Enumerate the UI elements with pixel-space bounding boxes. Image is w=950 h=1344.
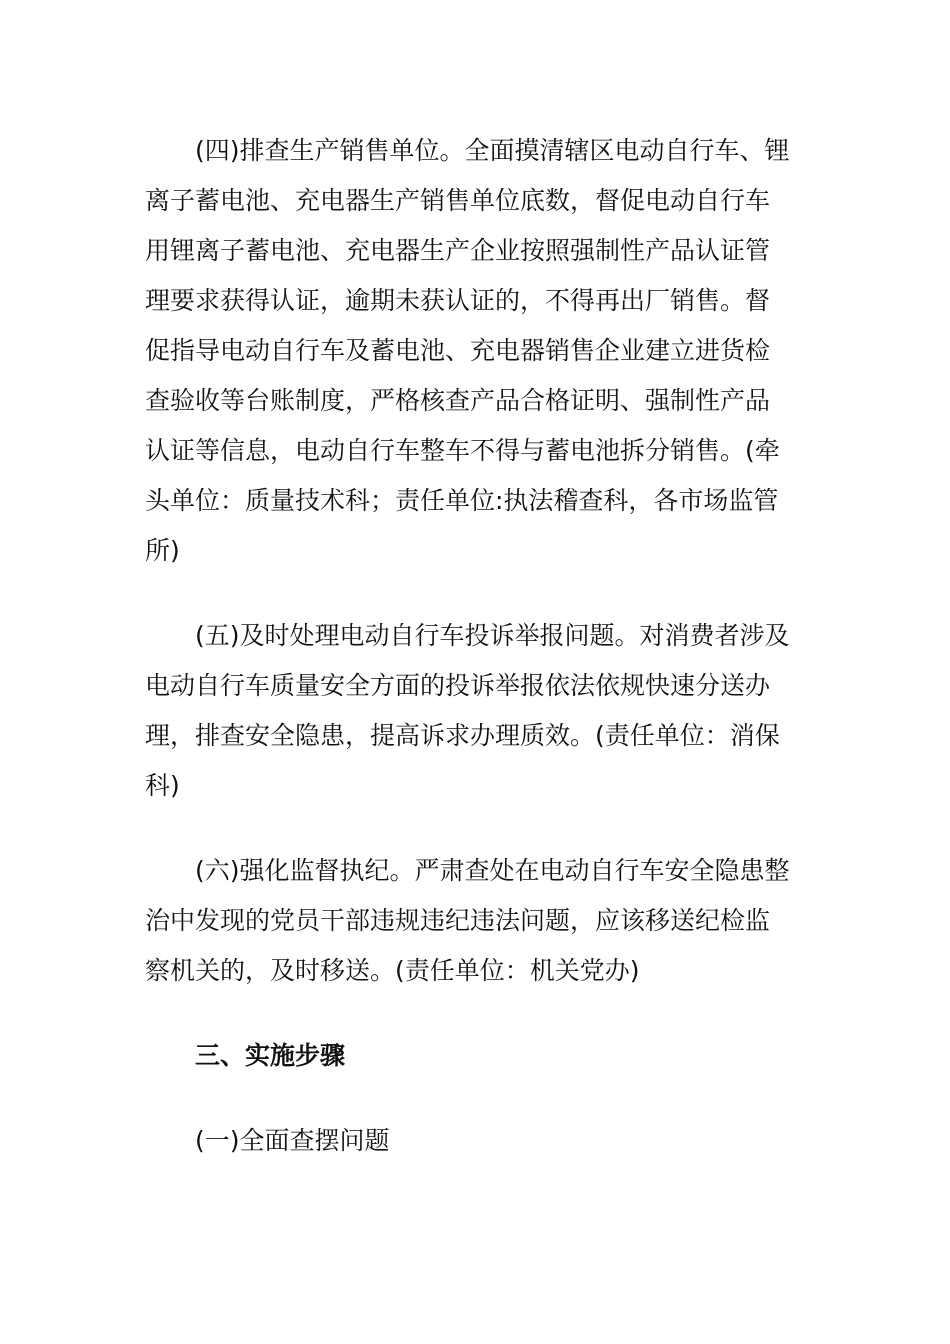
- paragraph-line: 电动自行车质量安全方面的投诉举报依法依规快速分送办: [145, 671, 771, 700]
- paragraph-line: 科): [145, 771, 180, 800]
- section-heading: 三、实施步骤: [195, 1041, 346, 1070]
- paragraph-line: (六)强化监督执纪。严肃查处在电动自行车安全隐患整: [195, 856, 790, 885]
- paragraph-line: 查验收等台账制度，严格核查产品合格证明、强制性产品: [145, 386, 771, 415]
- paragraph-line: 察机关的，及时移送。(责任单位：机关党办): [145, 956, 640, 985]
- paragraph-line: 认证等信息，电动自行车整车不得与蓄电池拆分销售。(牵: [145, 436, 780, 465]
- paragraph-line: 理，排查安全隐患，提高诉求办理质效。(责任单位：消保: [145, 721, 780, 750]
- subsection-heading: (一)全面查摆问题: [195, 1126, 390, 1155]
- paragraph-line: (五)及时处理电动自行车投诉举报问题。对消费者涉及: [195, 621, 790, 650]
- paragraph-line: (四)排查生产销售单位。全面摸清辖区电动自行车、锂: [195, 136, 790, 165]
- paragraph-line: 所): [145, 536, 180, 565]
- paragraph-line: 头单位：质量技术科；责任单位:执法稽查科，各市场监管: [145, 486, 779, 515]
- paragraph-line: 理要求获得认证，逾期未获认证的，不得再出厂销售。督: [145, 286, 771, 315]
- paragraph-line: 离子蓄电池、充电器生产销售单位底数，督促电动自行车: [145, 186, 771, 215]
- paragraph-line: 治中发现的党员干部违规违纪违法问题，应该移送纪检监: [145, 906, 771, 935]
- paragraph-line: 促指导电动自行车及蓄电池、充电器销售企业建立进货检: [145, 336, 771, 365]
- paragraph-line: 用锂离子蓄电池、充电器生产企业按照强制性产品认证管: [145, 236, 771, 265]
